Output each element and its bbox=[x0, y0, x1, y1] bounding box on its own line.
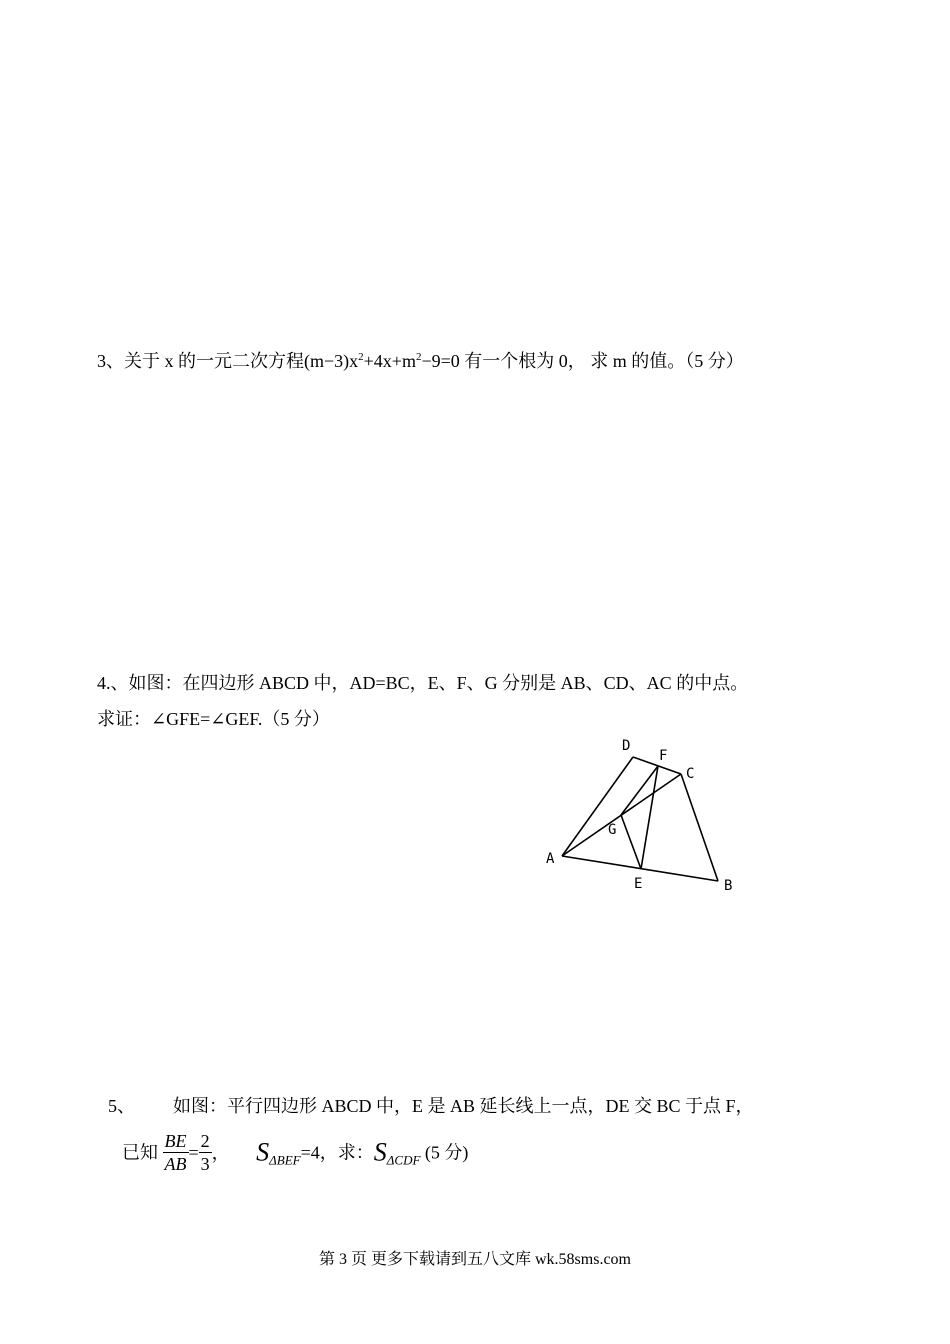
q5-given: 已知 bbox=[122, 1142, 158, 1163]
segment-BC bbox=[681, 774, 718, 881]
question-3 bbox=[97, 350, 744, 372]
question-4-line-2: 求证：∠GFE=∠GEF.（5 分） bbox=[97, 709, 330, 729]
segment-GF bbox=[621, 766, 658, 815]
q3-text-pre: 3、关于 x 的一元二次方程(m−3)x bbox=[97, 351, 359, 371]
question-5-line-2 bbox=[122, 1130, 468, 1180]
area-subscript-cdf: ΔCDF bbox=[386, 1152, 421, 1168]
fraction-two-thirds bbox=[199, 1130, 212, 1175]
question-4-line-1: 4.、如图：在四边形 ABCD 中，AD=BC，E、F、G 分别是 AB、CD、AC 的中点。 bbox=[97, 673, 749, 693]
q3-text-post: −9=0 有一个根为 0， 求 m 的值。（5 分） bbox=[421, 351, 744, 371]
q5-number: 5、 bbox=[108, 1096, 135, 1116]
segment-DA bbox=[562, 757, 633, 856]
fraction-numerator: 2 bbox=[200, 1131, 210, 1151]
segment-CD bbox=[633, 757, 681, 774]
q3-exponent-2: 2 bbox=[415, 351, 422, 363]
label-A: A bbox=[546, 851, 555, 867]
area-subscript-bef: ΔBEF bbox=[269, 1152, 301, 1168]
q3-text-mid: +4x+m bbox=[363, 351, 416, 371]
comma: ， bbox=[211, 1142, 230, 1163]
q3-exponent-1: 2 bbox=[358, 351, 364, 363]
label-C: C bbox=[686, 766, 695, 782]
area-symbol-bef: S bbox=[256, 1137, 270, 1167]
segment-AB bbox=[562, 856, 718, 881]
segment-AC bbox=[562, 774, 681, 856]
label-G: G bbox=[608, 822, 617, 838]
equals-sign: = bbox=[188, 1142, 199, 1163]
fraction-denominator: 3 bbox=[200, 1154, 210, 1174]
q5-mid-text: =4，求： bbox=[300, 1142, 374, 1163]
label-B: B bbox=[724, 878, 733, 894]
question-5-line-1 bbox=[108, 1095, 754, 1117]
q5-text: 如图：平行四边形 ABCD 中，E 是 AB 延长线上一点，DE 交 BC 于点 F， bbox=[173, 1096, 754, 1116]
label-D: D bbox=[622, 738, 631, 754]
page-footer: 第 3 页 更多下载请到五八文库 wk.58sms.com bbox=[318, 1251, 631, 1268]
q5-score: (5 分) bbox=[420, 1142, 469, 1163]
segment-EF bbox=[641, 766, 658, 869]
area-symbol-cdf: S bbox=[373, 1137, 387, 1167]
label-E: E bbox=[634, 876, 643, 892]
fraction-be-ab bbox=[163, 1130, 189, 1175]
fraction-denominator: AB bbox=[164, 1154, 187, 1174]
label-F: F bbox=[659, 748, 668, 764]
segment-GE bbox=[621, 815, 641, 869]
fraction-numerator: BE bbox=[164, 1131, 187, 1151]
